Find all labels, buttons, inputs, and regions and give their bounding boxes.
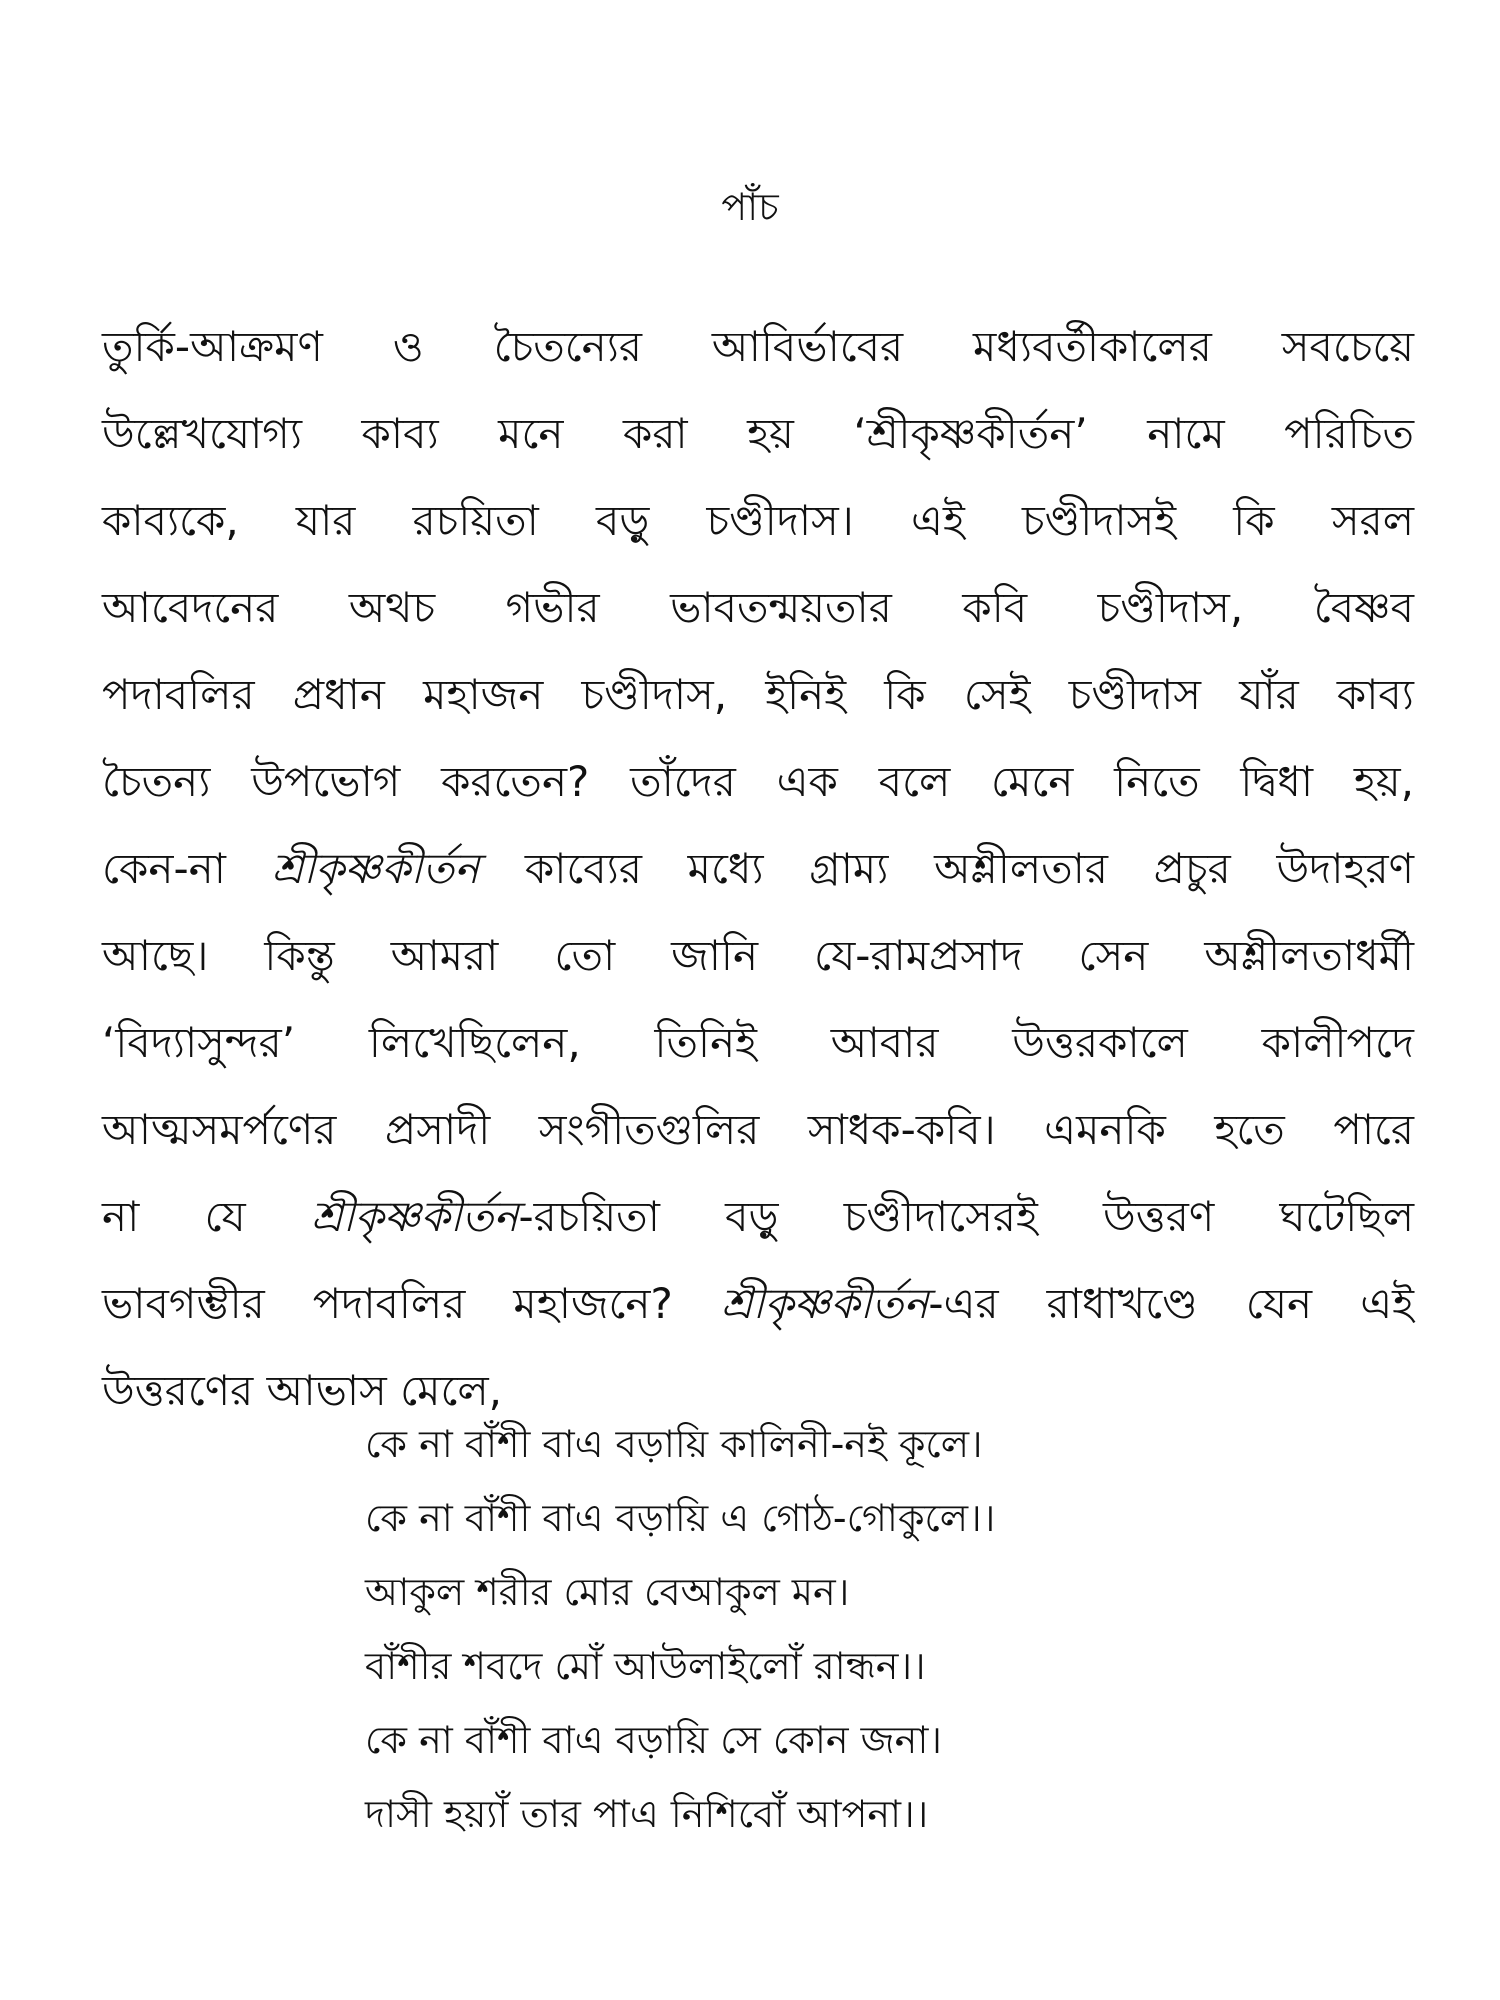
line-text: -এর রাধাখণ্ডে যেন এই — [928, 1279, 1414, 1328]
italic-title: শ্রীকৃষ্ণকীর্তন — [720, 1279, 929, 1328]
line-text: ‘বিদ্যাসুন্দর’ লিখেছিলেন, তিনিই আবার উত্তরকালে কালীপদে — [102, 1018, 1414, 1067]
paragraph-line — [102, 921, 1414, 1008]
line-text: তুর্কি-আক্রমণ ও চৈতন্যের আবির্ভাবের মধ্যবর্তীকালের সবচেয়ে — [102, 322, 1414, 371]
body-paragraph — [102, 312, 1414, 1443]
line-text: -রচয়িতা বড়ু চণ্ডীদাসেরই উত্তরণ ঘটেছিল — [518, 1192, 1414, 1241]
paragraph-line — [102, 573, 1414, 660]
line-text: উল্লেখযোগ্য কাব্য মনে করা হয় ‘শ্রীকৃষ্ণকীর্তন’ নামে পরিচিত — [102, 409, 1414, 458]
chapter-title: পাঁচ — [721, 185, 779, 229]
verse-quote — [365, 1412, 995, 1856]
line-text: না যে — [102, 1192, 311, 1241]
line-text: আত্মসমর্পণের প্রসাদী সংগীতগুলির সাধক-কবি। এমনকি হতে পারে — [102, 1105, 1414, 1154]
verse-line: আকুল শরীর মোর বেআকুল মন। — [365, 1570, 850, 1614]
line-text: ভাবগম্ভীর পদাবলির মহাজনে? — [102, 1279, 721, 1328]
line-text: উত্তরণের আভাস মেলে, — [102, 1366, 503, 1415]
paragraph-line — [102, 399, 1414, 486]
paragraph-line — [102, 1269, 1414, 1356]
italic-title: শ্রীকৃষ্ণকীর্তন — [310, 1192, 519, 1241]
line-text: কাব্যকে, যার রচয়িতা বড়ু চণ্ডীদাস। এই চণ্ডীদাসই কি সরল — [102, 496, 1414, 545]
paragraph-line — [102, 1182, 1414, 1269]
line-text: আছে। কিন্তু আমরা তো জানি যে-রামপ্রসাদ সেন অশ্লীলতাধর্মী — [102, 931, 1414, 980]
verse-line: কে না বাঁশী বাএ বড়ায়ি কালিনী-নই কূলে। — [365, 1422, 983, 1466]
paragraph-line — [102, 1095, 1414, 1182]
line-text: পদাবলির প্রধান মহাজন চণ্ডীদাস, ইনিই কি সেই চণ্ডীদাস যাঁর কাব্য — [102, 670, 1414, 719]
paragraph-line — [102, 486, 1414, 573]
verse-line: কে না বাঁশী বাএ বড়ায়ি এ গোঠ-গোকুলে।। — [365, 1496, 996, 1540]
paragraph-line — [102, 1008, 1414, 1095]
paragraph-line — [102, 312, 1414, 399]
paragraph-line — [102, 747, 1414, 834]
line-text: আবেদনের অথচ গভীর ভাবতন্ময়তার কবি চণ্ডীদাস, বৈষ্ণব — [102, 583, 1414, 632]
verse-line: দাসী হয়্যাঁ তার পাএ নিশিবোঁ আপনা।। — [365, 1792, 929, 1836]
line-text: কেন-না — [102, 844, 272, 893]
paragraph-line — [102, 660, 1414, 747]
verse-line: কে না বাঁশী বাএ বড়ায়ি সে কোন জনা। — [365, 1718, 942, 1762]
paragraph-line — [102, 834, 1414, 921]
line-text: চৈতন্য উপভোগ করতেন? তাঁদের এক বলে মেনে নিতে দ্বিধা হয়, — [102, 757, 1414, 806]
italic-title: শ্রীকৃষ্ণকীর্তন — [271, 844, 480, 893]
verse-line: বাঁশীর শবদে মোঁ আউলাইলোঁ রান্ধন।। — [365, 1644, 926, 1688]
line-text: কাব্যের মধ্যে গ্রাম্য অশ্লীলতার প্রচুর উদাহরণ — [479, 844, 1414, 893]
